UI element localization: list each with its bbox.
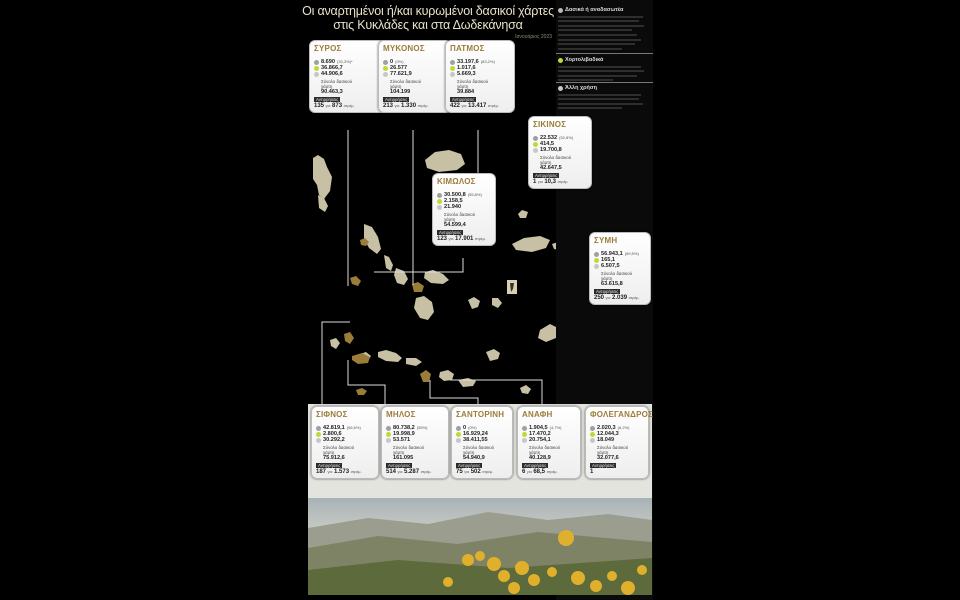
- other-row: [522, 437, 576, 443]
- total-label: Σύνολο δασικού χάρτη: [393, 444, 425, 455]
- objections-for: για: [464, 470, 470, 475]
- legend-forest-label: Δασικά ή αναδασωτέα: [565, 7, 624, 13]
- objections-label: Αντιρρήσεις: [452, 96, 475, 102]
- flower: [528, 574, 540, 586]
- total-value: 90.463,3: [321, 88, 343, 95]
- legend-forest: [558, 7, 650, 52]
- total-value: 32.077,6: [597, 454, 619, 461]
- partial-dot-icon: [450, 66, 455, 71]
- total-label: Σύνολο δασικού χάρτη: [463, 444, 495, 455]
- objections-row: [450, 103, 510, 109]
- objections-count: 213: [383, 103, 394, 110]
- island-card-milos: [381, 406, 449, 479]
- header: [298, 4, 558, 40]
- flower: [515, 561, 529, 575]
- objections-row: [316, 469, 374, 475]
- other-row: [590, 437, 644, 443]
- flower: [590, 580, 602, 592]
- flower: [637, 565, 647, 575]
- other-value: 53.571: [393, 437, 411, 444]
- forest-value: 1.904,5: [529, 425, 548, 431]
- total-value: 39.884: [457, 88, 475, 95]
- island-card-santorini: [451, 406, 513, 479]
- other-value: 18.049: [597, 437, 615, 444]
- objections-for: για: [394, 104, 400, 109]
- flower: [475, 551, 485, 561]
- objections-row: [533, 179, 587, 185]
- total-value: 40.128,9: [529, 454, 551, 461]
- forest-value: 2.020,3: [597, 425, 616, 431]
- island-card-symi: [589, 232, 651, 305]
- total-label: Σύνολο δασικού χάρτη: [444, 211, 476, 222]
- forest-value: 0: [390, 59, 394, 65]
- island-name: ΦΟΛΕΓΑΝΔΡΟΣ: [590, 410, 654, 419]
- partial-dot-icon: [383, 66, 388, 71]
- objections-unit: στρέμ.: [350, 470, 362, 475]
- total-value: 75.912,6: [323, 454, 345, 461]
- objections-count: 1: [533, 179, 537, 186]
- island-card-mykonos: [378, 40, 452, 113]
- other-value: 30.292,2: [323, 437, 345, 444]
- objections-unit: στρέμ.: [546, 470, 558, 475]
- island-card-patmos: [445, 40, 515, 113]
- objections-label: Αντιρρήσεις: [385, 96, 408, 102]
- objections-count: 1: [590, 469, 594, 476]
- objections-label: Αντιρρήσεις: [316, 96, 339, 102]
- other-row: [314, 71, 383, 77]
- objections-unit: στρέμ.: [487, 104, 499, 109]
- objections-for: για: [327, 470, 333, 475]
- forest-value: 80.738,2: [393, 425, 415, 431]
- island-name: ΣΥΡΟΣ: [314, 44, 342, 53]
- flower: [547, 567, 557, 577]
- objections-count: 75: [456, 469, 463, 476]
- objections-unit: στρέμ.: [417, 104, 429, 109]
- other-value: 77.621,9: [390, 71, 412, 78]
- forest-dot-icon: [594, 252, 599, 257]
- other-row: [450, 71, 510, 77]
- legend-other-label: Άλλη χρήση: [565, 85, 598, 91]
- flower: [607, 571, 617, 581]
- objections-unit: στρέμ.: [482, 470, 494, 475]
- objections-area: 13.417: [468, 103, 487, 110]
- forest-dot-icon: [316, 426, 321, 431]
- legend-forest-description: [558, 16, 650, 50]
- partial-value: 19.998,9: [393, 431, 415, 438]
- objections-count: 514: [386, 469, 397, 476]
- partial-value: 16.929,24: [463, 431, 488, 438]
- forest-dot-icon: [386, 426, 391, 431]
- island-name: ΣΥΜΗ: [594, 236, 618, 245]
- objections-area: 2.039: [612, 295, 628, 302]
- objections-label: Αντιρρήσεις: [592, 462, 615, 468]
- partial-dot-icon: [437, 199, 442, 204]
- page-title-line1: Οι αναρτημένοι ή/και κυρωμένοι δασικοί χάρτες: [302, 4, 554, 18]
- partial-value: 2.800,6: [323, 431, 342, 438]
- partial-dot-icon: [590, 432, 595, 437]
- partial-value: 26.577: [390, 65, 408, 72]
- objections-row: [386, 469, 444, 475]
- island-card-sikinos: [528, 116, 592, 189]
- island-name: ΠΑΤΜΟΣ: [450, 44, 485, 53]
- other-dot-icon: [533, 148, 538, 153]
- objections-row: [437, 236, 491, 242]
- other-row: [594, 263, 646, 269]
- island-name: ΑΝΑΦΗ: [522, 410, 553, 419]
- legend-partial-swatch: [558, 58, 563, 63]
- legend-separator: [556, 82, 653, 83]
- forest-dot-icon: [314, 60, 319, 65]
- island-name: ΣΙΦΝΟΣ: [316, 410, 348, 419]
- other-dot-icon: [314, 72, 319, 77]
- objections-area: 1.573: [334, 469, 350, 476]
- photo-svg: [308, 498, 652, 595]
- partial-dot-icon: [314, 66, 319, 71]
- forest-dot-icon: [533, 136, 538, 141]
- flower: [621, 581, 635, 595]
- objections-unit: στρέμ.: [474, 237, 486, 242]
- legend-partial: [558, 57, 650, 84]
- objections-label: Αντιρρήσεις: [596, 288, 619, 294]
- forest-percent: (52,8%): [559, 135, 574, 140]
- flower: [508, 582, 520, 594]
- objections-for: για: [448, 237, 454, 242]
- forest-dot-icon: [456, 426, 461, 431]
- forest-value: 22.532: [540, 135, 558, 141]
- total-value: 161.095: [393, 454, 414, 461]
- objections-row: [456, 469, 508, 475]
- flower: [571, 571, 585, 585]
- total-label: Σύνολο δασικού χάρτη: [529, 444, 561, 455]
- total-value: 54.599,4: [444, 221, 466, 228]
- objections-area: 1.330: [401, 103, 417, 110]
- total-value: 42.647,5: [540, 164, 562, 171]
- partial-value: 1.017,6: [457, 65, 476, 72]
- objections-count: 422: [450, 103, 461, 110]
- forest-dot-icon: [437, 193, 442, 198]
- other-row: [456, 437, 508, 443]
- partial-dot-icon: [386, 432, 391, 437]
- forest-percent: (0%): [395, 59, 404, 64]
- forest-dot-icon: [450, 60, 455, 65]
- flower: [558, 530, 574, 546]
- objections-row: [594, 295, 646, 301]
- forest-value: 33.197,6: [457, 59, 479, 65]
- objections-unit: στρέμ.: [343, 104, 355, 109]
- objections-for: για: [397, 470, 403, 475]
- flower: [443, 577, 453, 587]
- total-value: 104.199: [390, 88, 411, 95]
- island-card-folegandros: [585, 406, 654, 479]
- other-dot-icon: [386, 438, 391, 443]
- legend-separator: [556, 53, 653, 54]
- total-label: Σύνολο δασικού χάρτη: [601, 270, 633, 281]
- forest-value: 56.943,1: [601, 251, 623, 257]
- partial-value: 17.470,2: [529, 431, 551, 438]
- forest-percent: (6,2%): [617, 425, 630, 430]
- total-label: Σύνολο δασικού χάρτη: [390, 78, 422, 89]
- objections-for: για: [461, 104, 467, 109]
- other-value: 44.906,6: [321, 71, 343, 78]
- objections-for: για: [537, 180, 543, 185]
- island-card-anafi: [517, 406, 581, 479]
- forest-dot-icon: [590, 426, 595, 431]
- legend-partial-label: Χορτολιβαδικά: [565, 57, 604, 63]
- island-card-sifnos: [311, 406, 379, 479]
- objections-label: Αντιρρήσεις: [535, 172, 558, 178]
- forest-value: 30.500,8: [444, 192, 466, 198]
- flower: [462, 554, 474, 566]
- legend-forest-swatch: [558, 8, 563, 13]
- other-value: 6.507,5: [601, 263, 620, 270]
- forest-percent: (56,6%): [346, 425, 361, 430]
- forest-value: 42.819,1: [323, 425, 345, 431]
- objections-row: [590, 469, 644, 475]
- other-row: [383, 71, 447, 77]
- objections-count: 250: [594, 295, 605, 302]
- page-title-line2: στις Κυκλάδες και στα Δωδεκάνησα: [333, 18, 523, 32]
- forest-percent: (55,8%): [467, 192, 482, 197]
- objections-count: 135: [314, 103, 325, 110]
- partial-dot-icon: [533, 142, 538, 147]
- other-dot-icon: [437, 205, 442, 210]
- objections-unit: στρέμ.: [557, 180, 569, 185]
- partial-value: 12.044,3: [597, 431, 619, 438]
- objections-row: [383, 103, 447, 109]
- other-dot-icon: [316, 438, 321, 443]
- objections-area: 502: [470, 469, 481, 476]
- total-label: Σύνολο δασικού χάρτη: [457, 78, 489, 89]
- objections-for: για: [325, 104, 331, 109]
- partial-value: 2.158,5: [444, 198, 463, 205]
- partial-value: 165,1: [601, 257, 615, 264]
- legend-partial-description: [558, 66, 650, 82]
- partial-dot-icon: [456, 432, 461, 437]
- forest-dot-icon: [383, 60, 388, 65]
- objections-area: 17.901: [455, 236, 474, 243]
- total-value: 63.615,8: [601, 280, 623, 287]
- island-card-syros: [309, 40, 388, 113]
- total-label: Σύνολο δασικού χάρτη: [323, 444, 355, 455]
- island-name: ΚΙΜΩΛΟΣ: [437, 177, 476, 186]
- objections-area: 5.287: [404, 469, 420, 476]
- objections-unit: στρέμ.: [420, 470, 432, 475]
- other-dot-icon: [522, 438, 527, 443]
- objections-label: Αντιρρήσεις: [318, 462, 341, 468]
- objections-row: [522, 469, 576, 475]
- objections-count: 123: [437, 236, 448, 243]
- forest-value: 8.690: [321, 59, 335, 65]
- other-row: [437, 204, 491, 210]
- objections-row: [314, 103, 383, 109]
- partial-value: 414,5: [540, 141, 554, 148]
- objections-for: για: [526, 470, 532, 475]
- objections-label: Αντιρρήσεις: [439, 229, 462, 235]
- flower: [487, 557, 501, 571]
- total-label: Σύνολο δασικού χάρτη: [321, 78, 353, 89]
- island-name: ΣΙΚΙΝΟΣ: [533, 120, 567, 129]
- legend-other: [558, 85, 650, 112]
- flower: [498, 570, 510, 582]
- objections-area: 873: [332, 103, 343, 110]
- landscape-photo: [308, 498, 652, 595]
- other-value: 21.940: [444, 204, 462, 211]
- partial-dot-icon: [316, 432, 321, 437]
- forest-percent: (55%): [416, 425, 428, 430]
- other-value: 19.700,8: [540, 147, 562, 154]
- other-dot-icon: [383, 72, 388, 77]
- other-dot-icon: [590, 438, 595, 443]
- island-name: ΜΗΛΟΣ: [386, 410, 416, 419]
- partial-dot-icon: [522, 432, 527, 437]
- other-value: 5.669,3: [457, 71, 476, 78]
- island-name: ΣΑΝΤΟΡΙΝΗ: [456, 410, 505, 419]
- objections-unit: στρέμ.: [628, 296, 640, 301]
- island-name: ΜΥΚΟΝΟΣ: [383, 44, 425, 53]
- objections-area: 68,5: [533, 469, 546, 476]
- forest-percent: (33,3%)*: [337, 59, 353, 64]
- objections-for: για: [605, 296, 611, 301]
- forest-percent: (0%): [468, 425, 477, 430]
- forest-percent: (89,5%): [624, 251, 639, 256]
- other-row: [316, 437, 374, 443]
- partial-value: 36.866,7: [321, 65, 343, 72]
- partial-dot-icon: [594, 258, 599, 263]
- other-value: 38.411,55: [463, 437, 488, 444]
- objections-count: 187: [316, 469, 327, 476]
- other-dot-icon: [450, 72, 455, 77]
- objections-label: Αντιρρήσεις: [388, 462, 411, 468]
- other-row: [386, 437, 444, 443]
- other-value: 20.754,1: [529, 437, 551, 444]
- objections-label: Αντιρρήσεις: [524, 462, 547, 468]
- total-label: Σύνολο δασικού χάρτη: [597, 444, 629, 455]
- source-note: Ιανουάριος 2023: [515, 34, 552, 40]
- objections-label: Αντιρρήσεις: [458, 462, 481, 468]
- forest-dot-icon: [522, 426, 527, 431]
- island-card-kimolos: [432, 173, 496, 246]
- objections-count: 6: [522, 469, 526, 476]
- objections-area: 10,3: [544, 179, 557, 186]
- forest-percent: (83,2%): [480, 59, 495, 64]
- total-label: Σύνολο δασικού χάρτη: [540, 154, 572, 165]
- forest-percent: (4,7%): [549, 425, 562, 430]
- total-value: 54.940,9: [463, 454, 485, 461]
- other-dot-icon: [594, 264, 599, 269]
- forest-value: 0: [463, 425, 467, 431]
- legend-other-swatch: [558, 86, 563, 91]
- other-dot-icon: [456, 438, 461, 443]
- legend-other-description: [558, 94, 650, 110]
- other-row: [533, 147, 587, 153]
